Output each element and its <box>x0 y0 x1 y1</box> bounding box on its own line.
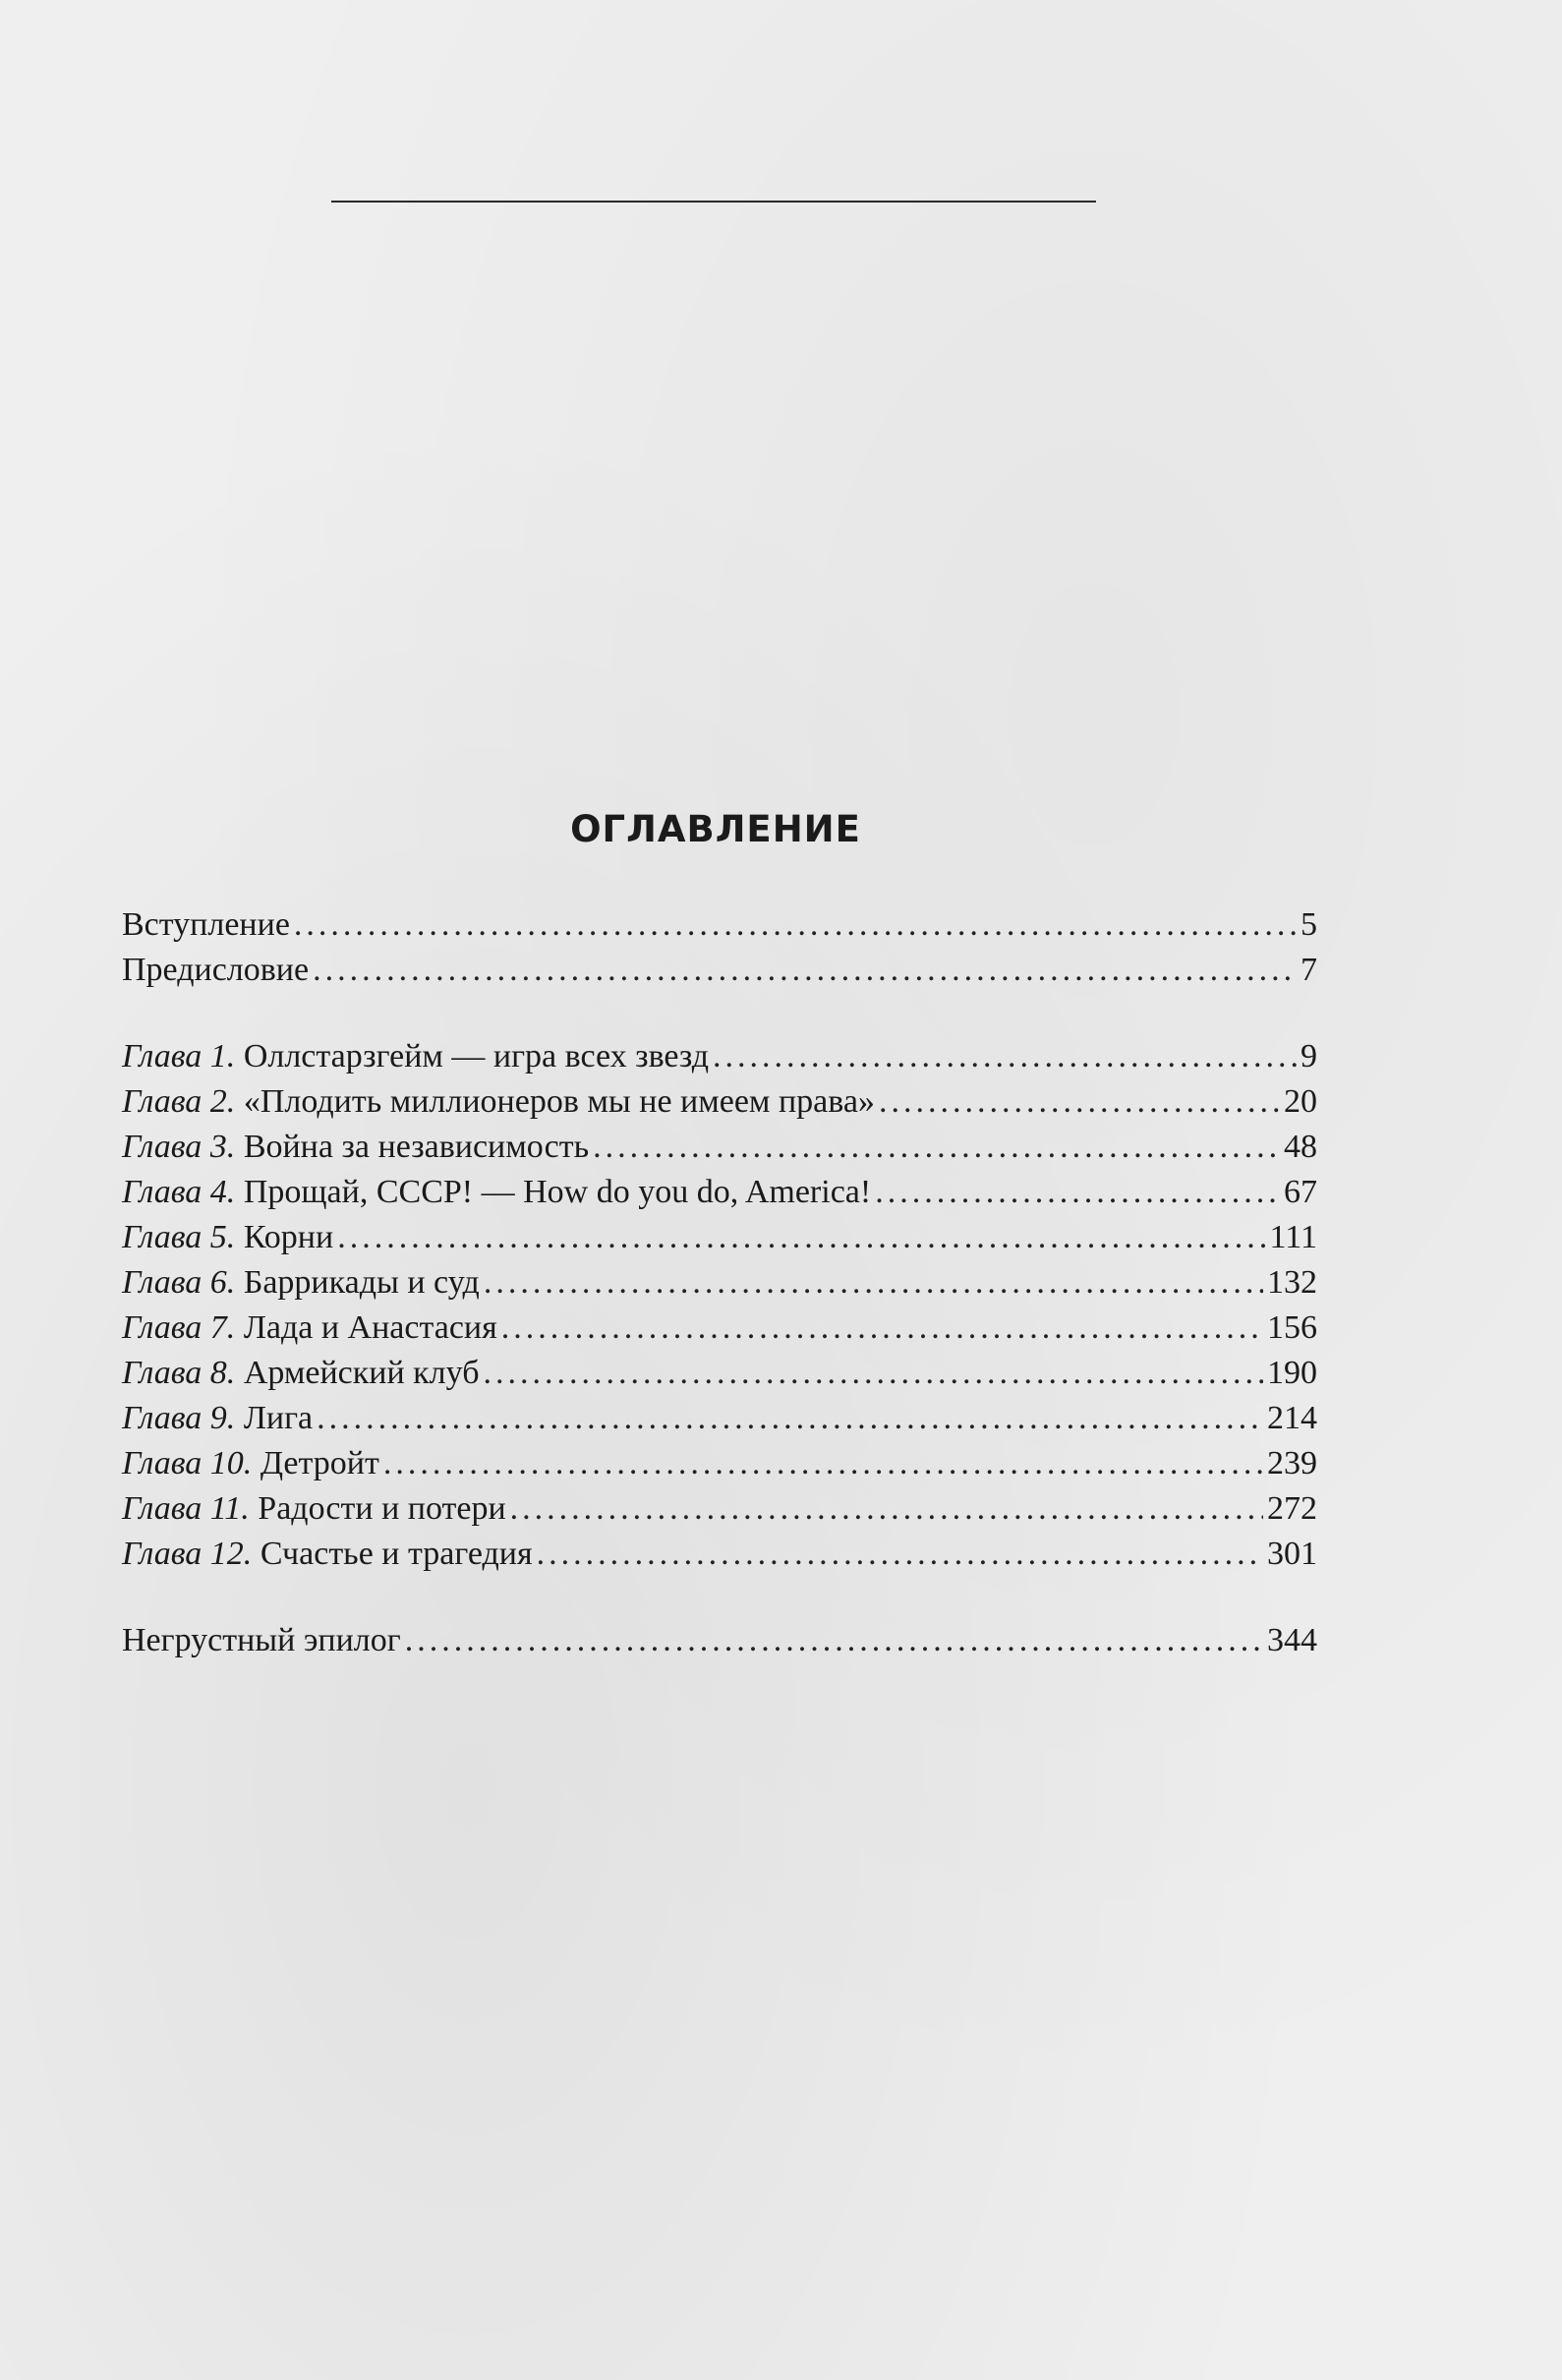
toc-entry-page: 20 <box>1284 1083 1317 1120</box>
chapter-number: Глава 11. <box>122 1490 250 1527</box>
toc-entry-page: 214 <box>1267 1400 1317 1436</box>
toc-entry-chapter-12 <box>122 1532 1317 1577</box>
chapter-number: Глава 2. <box>122 1083 236 1120</box>
chapter-number: Глава 4. <box>122 1174 236 1210</box>
toc-entry-page: 272 <box>1267 1490 1317 1527</box>
dot-leader <box>337 1215 1265 1260</box>
chapter-number: Глава 7. <box>122 1309 236 1346</box>
toc-entry-epilogue <box>122 1618 1317 1663</box>
toc-entry-chapter-10 <box>122 1441 1317 1486</box>
toc-entry-chapter-2 <box>122 1079 1317 1125</box>
toc-entry-label: Предисловие <box>122 952 310 988</box>
dot-leader <box>875 1170 1280 1215</box>
dot-leader <box>317 1396 1263 1441</box>
toc-entry-chapter-6 <box>122 1260 1317 1306</box>
chapter-title: Лада и Анастасия <box>243 1309 497 1346</box>
spacer <box>122 1577 1317 1618</box>
toc-entry-chapter-4 <box>122 1170 1317 1215</box>
toc-entry-page: 156 <box>1267 1309 1317 1346</box>
chapter-title: Радости и потери <box>258 1490 506 1527</box>
toc-entry-page: 5 <box>1301 906 1317 943</box>
dot-leader <box>383 1441 1263 1486</box>
table-of-contents <box>122 902 1317 1663</box>
toc-entry-chapter-7 <box>122 1306 1317 1351</box>
chapter-number: Глава 1. <box>122 1038 236 1074</box>
dot-leader <box>484 1260 1263 1306</box>
toc-entry-page: 9 <box>1301 1038 1317 1074</box>
toc-entry-chapter-1 <box>122 1034 1317 1079</box>
chapter-number: Глава 8. <box>122 1355 236 1391</box>
chapter-title: Баррикады и суд <box>243 1264 480 1301</box>
dot-leader <box>879 1079 1280 1125</box>
chapter-number: Глава 10. <box>122 1445 253 1481</box>
toc-entry-chapter-11 <box>122 1486 1317 1532</box>
toc-entry-chapter-8 <box>122 1351 1317 1396</box>
chapter-title: Война за независимость <box>243 1129 590 1165</box>
toc-entry-label: Вступление <box>122 906 290 943</box>
dot-leader <box>294 902 1297 948</box>
toc-entry-chapter-9 <box>122 1396 1317 1441</box>
toc-entry-page: 344 <box>1267 1622 1317 1658</box>
toc-entry-page: 301 <box>1267 1536 1317 1572</box>
toc-entry-chapter-5 <box>122 1215 1317 1260</box>
toc-entry-page: 7 <box>1301 952 1317 988</box>
chapter-title: Оллстарзгейм — игра всех звезд <box>243 1038 710 1074</box>
toc-entry-page: 190 <box>1267 1355 1317 1391</box>
chapter-number: Глава 12. <box>122 1536 253 1572</box>
toc-entry-page: 67 <box>1284 1174 1317 1210</box>
chapter-title: Прощай, СССР! — How do you do, America! <box>243 1174 872 1210</box>
header-rule <box>331 201 1096 203</box>
dot-leader <box>537 1532 1263 1577</box>
spacer <box>122 993 1317 1034</box>
toc-entry-introduction <box>122 902 1317 948</box>
dot-leader <box>484 1351 1264 1396</box>
dot-leader <box>501 1306 1263 1351</box>
chapter-number: Глава 5. <box>122 1219 236 1255</box>
dot-leader <box>313 948 1297 993</box>
chapter-number: Глава 3. <box>122 1129 236 1165</box>
chapter-title: Лига <box>243 1400 314 1436</box>
dot-leader <box>593 1125 1280 1170</box>
toc-entry-page: 239 <box>1267 1445 1317 1481</box>
chapter-title: «Плодить миллионеров мы не имеем права» <box>243 1083 875 1120</box>
chapter-title: Детройт <box>260 1445 379 1481</box>
chapter-title: Счастье и трагедия <box>260 1536 533 1572</box>
toc-entry-preface <box>122 948 1317 993</box>
toc-title: ОГЛАВЛЕНИЕ <box>570 808 861 850</box>
toc-entry-page: 48 <box>1284 1129 1317 1165</box>
toc-entry-page: 132 <box>1267 1264 1317 1301</box>
toc-entry-label: Негрустный эпилог <box>122 1622 401 1658</box>
dot-leader <box>713 1034 1297 1079</box>
dot-leader <box>405 1618 1263 1663</box>
dot-leader <box>510 1486 1263 1532</box>
chapter-title: Корни <box>243 1219 334 1255</box>
toc-entry-page: 111 <box>1269 1219 1317 1255</box>
chapter-title: Армейский клуб <box>243 1355 480 1391</box>
chapter-number: Глава 9. <box>122 1400 236 1436</box>
toc-entry-chapter-3 <box>122 1125 1317 1170</box>
chapter-number: Глава 6. <box>122 1264 236 1301</box>
